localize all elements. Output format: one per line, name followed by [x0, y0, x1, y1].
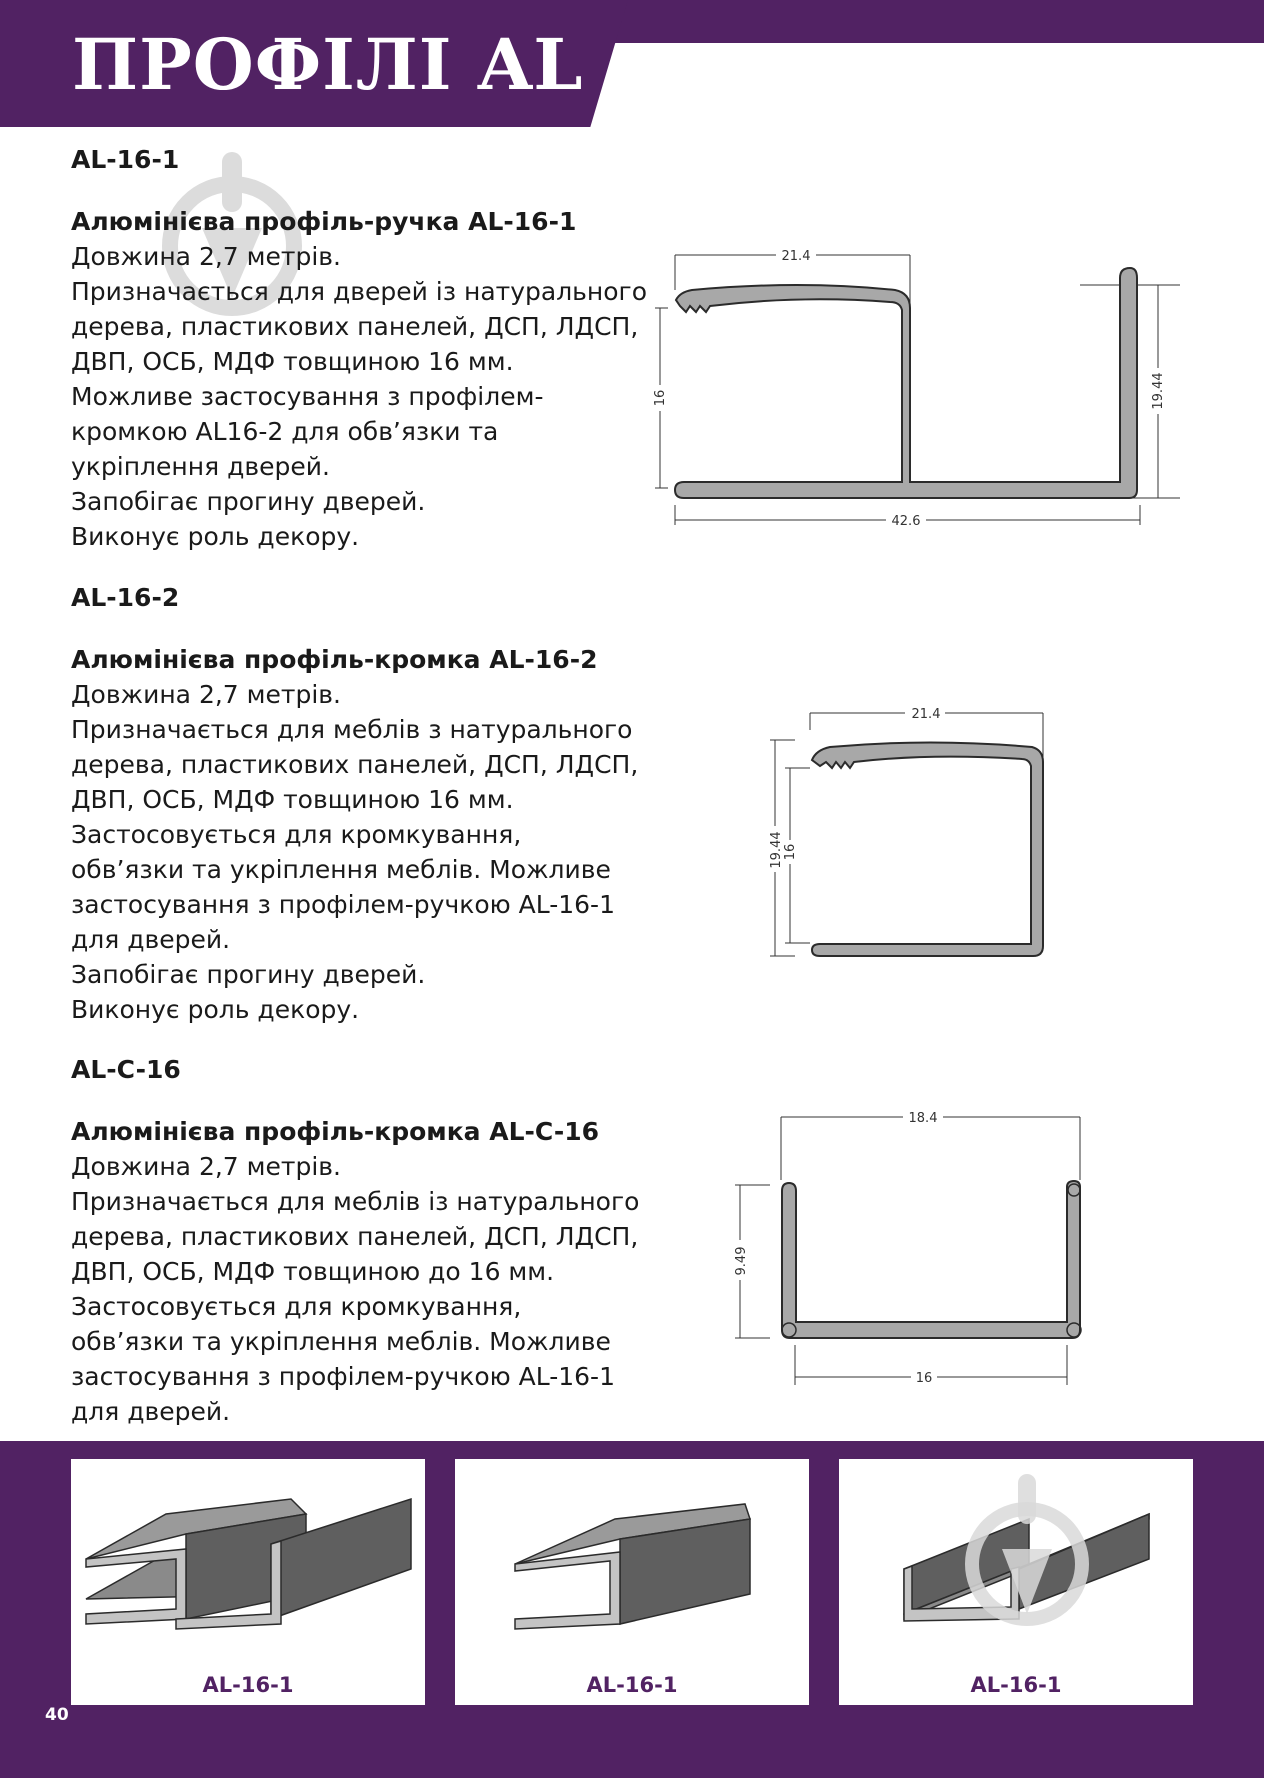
description-line: дерева, пластикових панелей, ДСП, ЛДСП,: [71, 750, 639, 779]
page-title: ПРОФІЛІ AL: [72, 23, 584, 106]
profile-3d-illustration: [71, 1459, 425, 1659]
dim-top: 21.4: [781, 249, 811, 264]
description-line: застосування з профілем-ручкою AL-16-1: [71, 1362, 615, 1391]
profile-diagram-al-16-1: [640, 240, 1180, 540]
profile-diagram-al-16-2: [760, 700, 1060, 960]
description-line: обв’язки та укріплення меблів. Можливе: [71, 855, 611, 884]
description-line: дерева, пластикових панелей, ДСП, ЛДСП,: [71, 312, 639, 341]
description-line: Призначається для меблів із натурального: [71, 1187, 640, 1216]
watermark-icon: [957, 1469, 1097, 1629]
product-code: AL-16-1: [71, 145, 180, 174]
description-line: для дверей.: [71, 1397, 231, 1426]
description-line: ДВП, ОСБ, МДФ товщиною 16 мм.: [71, 785, 514, 814]
dim-inner: 16: [783, 843, 798, 861]
profile-3d-illustration: [455, 1459, 809, 1659]
dim-left: 16: [653, 389, 668, 407]
dim-bottom: 42.6: [891, 514, 921, 529]
description-line: Можливе застосування з профілем-: [71, 382, 544, 411]
product-code: AL-C-16: [71, 1055, 181, 1084]
dim-right: 19.44: [1151, 372, 1166, 410]
description-line: Призначається для меблів з натурального: [71, 715, 633, 744]
description-line: обв’язки та укріплення меблів. Можливе: [71, 1327, 611, 1356]
description-line: Застосовується для кромкування,: [71, 820, 522, 849]
product-heading: Алюмінієва профіль-ручка AL-16-1: [71, 207, 577, 236]
dim-bottom: 16: [915, 1371, 933, 1386]
description-line: укріплення дверей.: [71, 452, 330, 481]
description-line: кромкою AL16-2 для обв’язки та: [71, 417, 499, 446]
product-code: AL-16-2: [71, 583, 180, 612]
dim-left: 9.49: [734, 1246, 749, 1276]
product-heading: Алюмінієва профіль-кромка AL-C-16: [71, 1117, 599, 1146]
gallery-card: [71, 1459, 425, 1705]
description-line: Запобігає прогину дверей.: [71, 960, 426, 989]
description-line: Довжина 2,7 метрів.: [71, 680, 341, 709]
description-line: застосування з профілем-ручкою AL-16-1: [71, 890, 615, 919]
description-line: Призначається для дверей із натурального: [71, 277, 647, 306]
product-description: [71, 677, 639, 1027]
description-line: для дверей.: [71, 925, 231, 954]
product-description: [71, 239, 647, 554]
section-al-c-16: [71, 1055, 640, 1429]
description-line: Виконує роль декору.: [71, 522, 360, 551]
section-al-16-1: [71, 145, 647, 554]
card-label: AL-16-1: [970, 1673, 1062, 1697]
product-heading: Алюмінієва профіль-кромка AL-16-2: [71, 645, 598, 674]
description-line: ДВП, ОСБ, МДФ товщиною 16 мм.: [71, 347, 514, 376]
description-line: Довжина 2,7 метрів.: [71, 1152, 341, 1181]
description-line: Застосовується для кромкування,: [71, 1292, 522, 1321]
product-description: [71, 1149, 640, 1429]
card-label: AL-16-1: [586, 1673, 678, 1697]
description-line: ДВП, ОСБ, МДФ товщиною до 16 мм.: [71, 1257, 555, 1286]
page-number: 40: [45, 1705, 69, 1725]
description-line: Запобігає прогину дверей.: [71, 487, 426, 516]
gallery-card: [839, 1459, 1193, 1705]
description-line: дерева, пластикових панелей, ДСП, ЛДСП,: [71, 1222, 639, 1251]
dim-outer: 19.44: [769, 831, 784, 869]
dim-top: 21.4: [911, 707, 941, 722]
section-al-16-2: [71, 583, 639, 1027]
profile-diagram-al-c-16: [725, 1105, 1085, 1395]
dim-top: 18.4: [908, 1111, 938, 1126]
description-line: Виконує роль декору.: [71, 995, 360, 1024]
description-line: Довжина 2,7 метрів.: [71, 242, 341, 271]
gallery-card: [455, 1459, 809, 1705]
card-label: AL-16-1: [202, 1673, 294, 1697]
